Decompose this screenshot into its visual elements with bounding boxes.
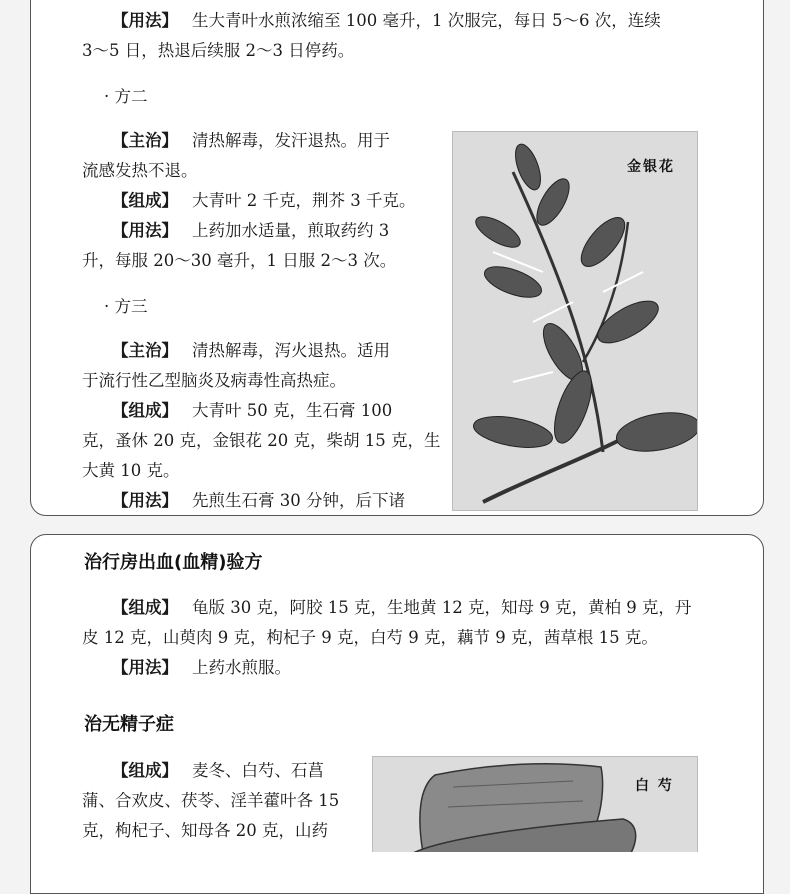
fang3-zucheng-line-3: 大黄 10 克。 [82, 461, 180, 480]
peony-root-icon [373, 757, 698, 852]
fang2-zucheng-line-1: 【组成】 大青叶 2 千克，荆芥 3 千克。 [112, 191, 416, 210]
fang3-yongfa-line-1: 【用法】 先煎生石膏 30 分钟，后下诸 [112, 491, 405, 510]
section3-zucheng-line-3: 克，枸杞子、知母各 20 克，山药 [82, 821, 328, 840]
usage-line-2: 3～5 日，热退后续服 2～3 日停药。 [82, 41, 355, 60]
honeysuckle-illustration [452, 131, 698, 511]
section2-heading: 治行房出血(血精)验方 [84, 552, 263, 573]
fang2-yongfa-line-1: 【用法】 上药加水适量，煎取药约 3 [112, 221, 390, 240]
fang2-zhuzhi-line-1: 【主治】 清热解毒，发汗退热。用于 [112, 131, 390, 150]
section2-zucheng-line-2: 皮 12 克，山萸肉 9 克，枸杞子 9 克，白芍 9 克，藕节 9 克，茜草根 15 克。 [82, 628, 658, 647]
section3-zucheng-line-1: 【组成】 麦冬、白芍、石菖 [112, 761, 324, 780]
fang3-zucheng-line-2: 克，蚤休 20 克，金银花 20 克，柴胡 15 克，生 [82, 431, 441, 450]
honeysuckle-icon [453, 132, 698, 511]
fang3-title: · 方三 [104, 297, 148, 316]
fang3-zhuzhi-line-2: 于流行性乙型脑炎及病毒性高热症。 [82, 371, 346, 390]
honeysuckle-caption: 金银花 [627, 159, 675, 175]
peony-root-illustration [372, 756, 698, 852]
section3-heading: 治无精子症 [84, 714, 174, 735]
peony-root-caption: 白 芍 [635, 778, 674, 794]
fang2-zhuzhi-line-2: 流感发热不退。 [82, 161, 198, 180]
fang2-title: · 方二 [104, 87, 148, 106]
usage-line-1: 【用法】 生大青叶水煎浓缩至 100 毫升，1 次服完，每日 5～6 次，连续 [112, 11, 661, 30]
section3-zucheng-line-2: 蒲、合欢皮、茯苓、淫羊藿叶各 15 [82, 791, 340, 810]
section2-zucheng-line-1: 【组成】 龟版 30 克，阿胶 15 克，生地黄 12 克，知母 9 克，黄柏 9 克，丹 [112, 598, 692, 617]
fang2-yongfa-line-2: 升，每服 20～30 毫升，1 日服 2～3 次。 [82, 251, 397, 270]
fang3-zhuzhi-line-1: 【主治】 清热解毒，泻火退热。适用 [112, 341, 390, 360]
section2-yongfa-line-1: 【用法】 上药水煎服。 [112, 658, 291, 677]
fang3-zucheng-line-1: 【组成】 大青叶 50 克，生石膏 100 [112, 401, 393, 420]
